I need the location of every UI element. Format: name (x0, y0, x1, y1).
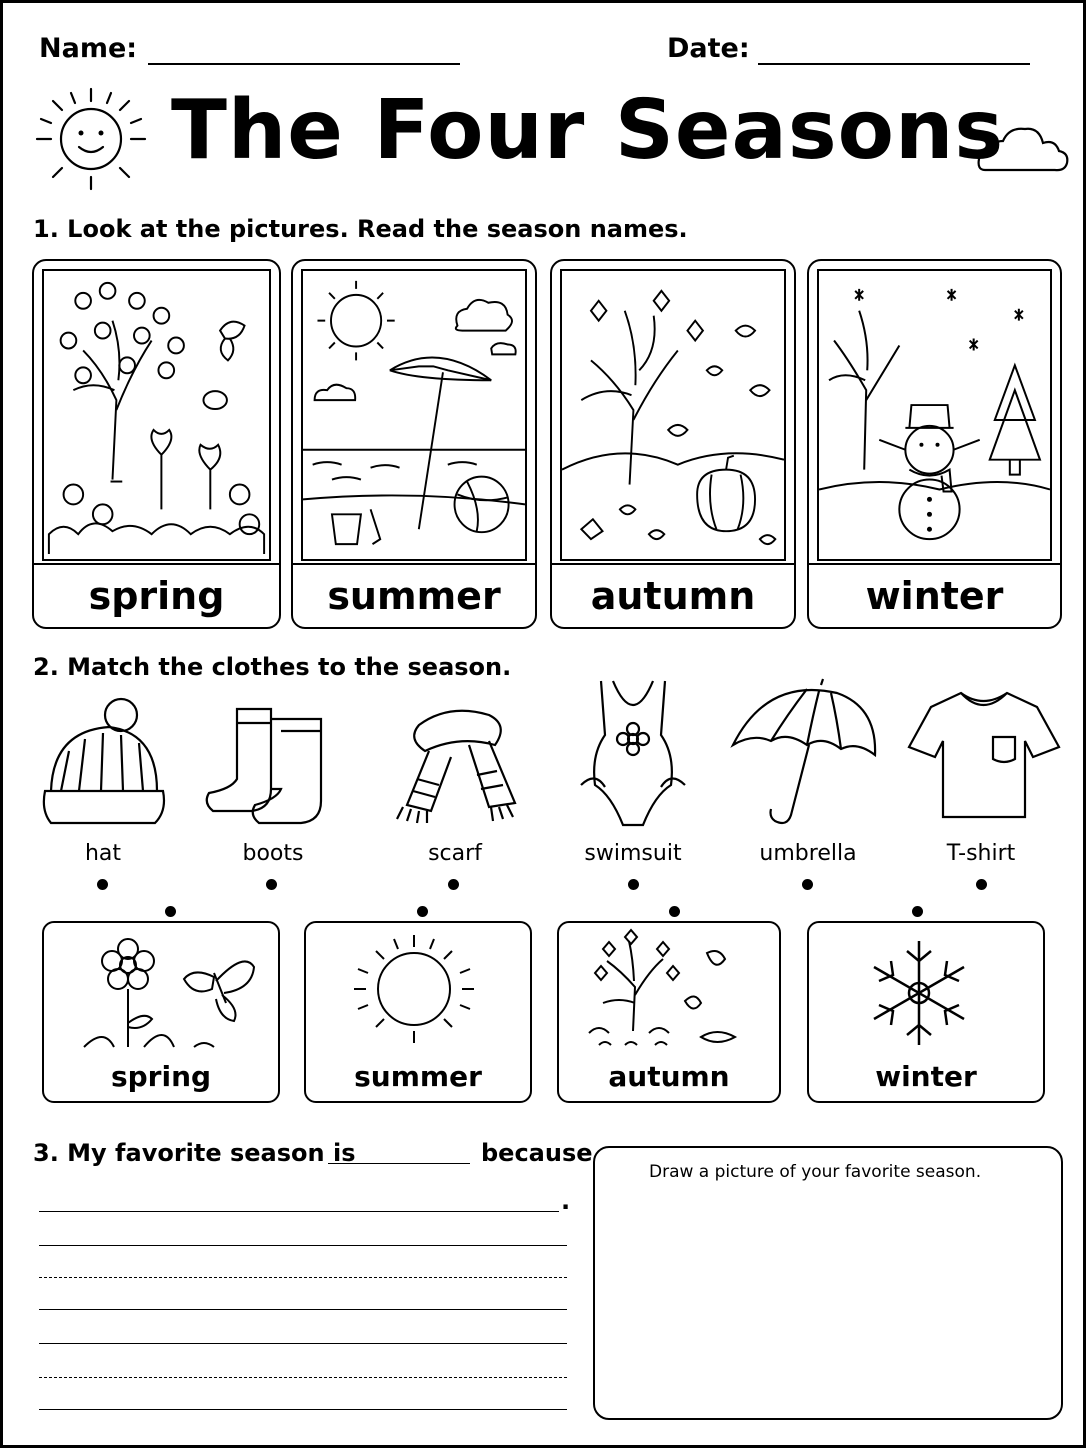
season-card-label: autumn (552, 563, 794, 627)
clothes-match-dot[interactable] (266, 879, 277, 890)
clothes-label: swimsuit (584, 841, 682, 866)
match-box-winter (807, 921, 1045, 1103)
match-box-summer (304, 921, 532, 1103)
winter-snowman-scene-icon (817, 269, 1052, 561)
writing-line[interactable] (39, 1245, 567, 1246)
date-label: Date: (667, 33, 750, 64)
writing-line[interactable] (39, 1343, 567, 1344)
clothes-match-dot[interactable] (802, 879, 813, 890)
page-title: The Four Seasons (171, 83, 1005, 178)
scarf-icon (389, 695, 523, 827)
autumn-tree-icon (559, 923, 783, 1063)
flower-butterfly-icon (44, 923, 282, 1063)
season-card-label: spring (34, 563, 279, 627)
writing-guide-line (39, 1377, 567, 1378)
season-match-dot[interactable] (417, 906, 428, 917)
name-label: Name: (39, 33, 138, 64)
autumn-scene-icon (560, 269, 786, 561)
clothes-match-dot[interactable] (97, 879, 108, 890)
clothes-match-dot[interactable] (628, 879, 639, 890)
drawing-instruction: Draw a picture of your favorite season. (649, 1162, 982, 1182)
clothes-label: hat (84, 841, 122, 866)
date-field[interactable] (758, 63, 1030, 65)
smiling-sun-icon (31, 83, 151, 195)
writing-line[interactable] (39, 1211, 559, 1212)
umbrella-icon (727, 675, 881, 833)
match-box-autumn (557, 921, 781, 1103)
snowflake-icon (809, 923, 1047, 1063)
match-box-label: autumn (608, 1060, 730, 1093)
clothes-label: scarf (428, 841, 482, 866)
match-box-label: winter (875, 1060, 977, 1093)
season-card-label: summer (293, 563, 535, 627)
sentence-period: . (561, 1187, 571, 1215)
knit-hat-icon (39, 691, 167, 831)
sun-icon (306, 923, 534, 1063)
match-box-label: summer (354, 1060, 482, 1093)
season-card-winter (807, 259, 1062, 629)
season-card-spring (32, 259, 281, 629)
season-card-label: winter (809, 563, 1060, 627)
writing-line[interactable] (39, 1309, 567, 1310)
name-field[interactable] (148, 63, 460, 65)
writing-guide-line (39, 1277, 567, 1278)
season-card-summer (291, 259, 537, 629)
drawing-box[interactable] (593, 1146, 1063, 1420)
season-match-dot[interactable] (669, 906, 680, 917)
rain-boots-icon (201, 699, 331, 831)
spring-scene-icon (42, 269, 271, 561)
clothes-label: umbrella (759, 841, 857, 866)
match-box-spring (42, 921, 280, 1103)
cloud-icon (975, 115, 1071, 177)
swimsuit-icon (571, 675, 695, 835)
section3-prompt-start: 3. My favorite season is (33, 1139, 356, 1167)
favorite-season-blank[interactable] (328, 1163, 470, 1164)
clothes-label: T-shirt (946, 841, 1016, 866)
season-match-dot[interactable] (165, 906, 176, 917)
section2-instruction: 2. Match the clothes to the season. (33, 653, 512, 681)
season-match-dot[interactable] (912, 906, 923, 917)
writing-line[interactable] (39, 1409, 567, 1410)
clothes-match-dot[interactable] (448, 879, 459, 890)
t-shirt-icon (903, 687, 1065, 825)
summer-beach-scene-icon (301, 269, 527, 561)
clothes-match-dot[interactable] (976, 879, 987, 890)
season-card-autumn (550, 259, 796, 629)
section3-prompt-end: because (481, 1139, 593, 1167)
clothes-label: boots (242, 841, 304, 866)
section1-instruction: 1. Look at the pictures. Read the season names. (33, 215, 688, 243)
match-box-label: spring (110, 1060, 212, 1093)
